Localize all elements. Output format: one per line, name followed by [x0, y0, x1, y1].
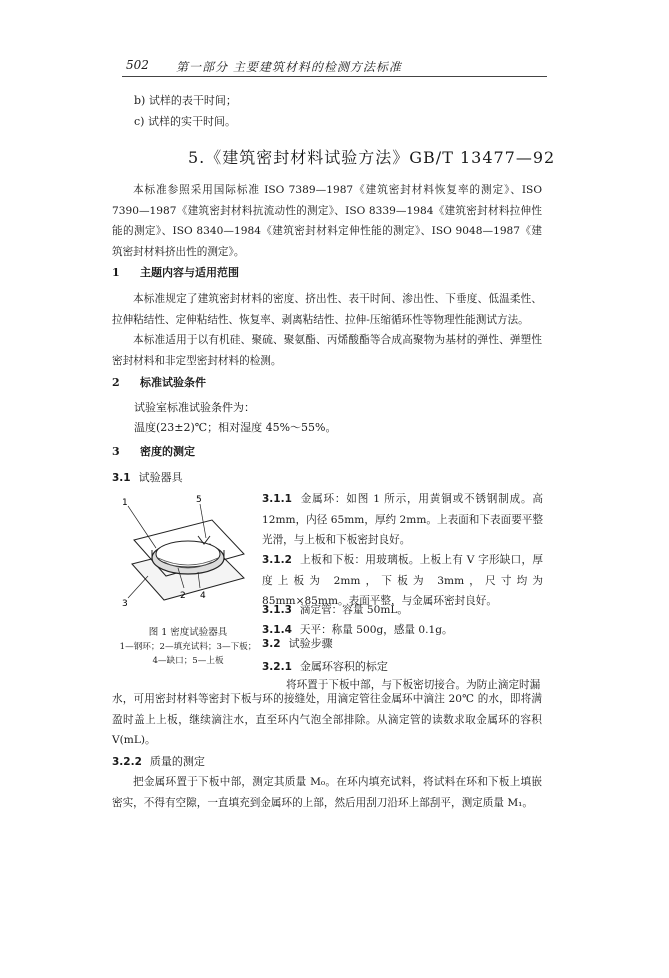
page-number: 502: [126, 58, 149, 72]
running-title: 第一部分 主要建筑材料的检测方法标准: [176, 60, 402, 74]
heading-3-2-2: [112, 753, 205, 769]
heading-3-number: 3: [112, 445, 120, 458]
s3-2-1-text: 水，可用密封材料等密封下板与环的接缝处，用滴定管往金属环中滴注 20℃ 的水，即将满盈时盖上上板，继续滴注水，直至环内气泡全部排除。从滴定管的读数求取金属环的容积 V(mL)。: [112, 693, 542, 746]
s3-2-1-indent-line: 将环置于下板中部，与下板密切接合。为防止滴定时漏: [286, 679, 541, 691]
s3-1-2-number: 3.1.2: [262, 554, 292, 566]
figure-caption-line-2: 4—缺口；5—上板: [152, 656, 224, 666]
s3-1-4-text: 天平：称量 500g，感量 0.1g。: [299, 624, 453, 636]
s2-line-2: 温度(23±2)℃；相对湿度 45%～55%。: [134, 421, 337, 434]
s3-1-1-number: 3.1.1: [262, 493, 292, 505]
heading-3-2-1-number: 3.2.1: [262, 661, 292, 673]
heading-3-1-title: 试验器具: [138, 471, 183, 484]
s3-1-3-text: 滴定管：容量 50mL。: [299, 604, 408, 616]
section-title: 5.《建筑密封材料试验方法》GB/T 13477—92: [188, 148, 556, 167]
heading-3-1-number: 3.1: [112, 472, 131, 484]
heading-1-number: 1: [112, 266, 120, 279]
heading-2-title: 标准试验条件: [140, 376, 206, 389]
s3-1-3-number: 3.1.3: [262, 604, 292, 616]
heading-1-title: 主题内容与适用范围: [140, 266, 239, 279]
s3-1-2-text: 上板和下板：用玻璃板。上板上有 V 字形缺口，厚度上板为 2mm，下板为 3mm，尺寸均为 85mm×85mm。表面平整，与金属环密封良好。: [262, 554, 543, 607]
density-apparatus-figure: [118, 492, 253, 622]
intro-paragraph: 本标准参照采用国际标准 ISO 7389—1987《建筑密封材料恢复率的测定》、ISO 7390—1987《建筑密封材料抗流动性的测定》、ISO 8339—1984《建筑密封材料拉伸性能的测定》、ISO 8340—1984《建筑密封材料定伸性能的测定》、ISO 9048—1987《建筑密封材料挤出性的测定》。: [112, 184, 542, 258]
s1-paragraph-1: 本标准规定了建筑密封材料的密度、挤出性、表干时间、渗出性、下垂度、低温柔性、拉伸粘结性、定伸粘结性、恢复率、剥离粘结性、拉伸-压缩循环性等物理性能测试方法。: [112, 293, 542, 326]
heading-2-number: 2: [112, 376, 120, 389]
s3-1-3: [262, 600, 543, 621]
s3-1-1-text: 金属环：如图 1 所示，用黄铜或不锈钢制成。高 12mm，内径 65mm，厚约 2mm。上表面和下表面要平整光滑，与上板和下板密封良好。: [262, 493, 543, 546]
heading-3-2-2-number: 3.2.2: [112, 756, 142, 768]
heading-3-title: 密度的测定: [140, 445, 195, 458]
s3-1-1: [262, 489, 543, 551]
list-item-c: c) 试样的实干时间。: [134, 115, 236, 128]
figure-label-2: 2: [180, 591, 186, 601]
heading-3-1: [112, 469, 183, 485]
figure-label-1: 1: [122, 498, 128, 508]
heading-3-2-2-title: 质量的测定: [149, 755, 205, 768]
s1-paragraph-2: 本标准适用于以有机硅、聚硫、聚氨酯、丙烯酸酯等合成高聚物为基材的弹性、弹塑性密封材料和非定型密封材料的检测。: [112, 334, 542, 367]
heading-3: [112, 443, 195, 459]
header-rule: [122, 76, 547, 77]
figure-label-5: 5: [196, 495, 202, 505]
s3-1-4-number: 3.1.4: [262, 624, 292, 636]
figure-caption-title: 图 1 密度试验器具: [148, 627, 228, 638]
s3-2-2-text: 把金属环置于下板中部，测定其质量 M₀。在环内填充试料，将试料在环和下板上填嵌密实，不得有空隙，一直填充到金属环的上部，然后用刮刀沿环上部刮平，测定质量 M₁。: [112, 776, 542, 809]
s2-line-1: 试验室标准试验条件为：: [134, 401, 255, 414]
heading-3-2-number: 3.2: [262, 638, 281, 650]
heading-3-2-title: 试验步骤: [288, 637, 333, 650]
heading-3-2-1: [262, 658, 388, 674]
heading-1: [112, 264, 239, 280]
heading-3-2: [262, 634, 333, 654]
figure-caption-line-1: 1—钢环；2—填充试料；3—下板；: [119, 642, 257, 652]
heading-2: [112, 374, 206, 390]
list-item-b: b) 试样的表干时间；: [134, 94, 237, 107]
heading-3-2-1-title: 金属环容积的标定: [299, 660, 388, 673]
figure-label-4: 4: [200, 591, 206, 601]
figure-label-3: 3: [122, 599, 128, 609]
